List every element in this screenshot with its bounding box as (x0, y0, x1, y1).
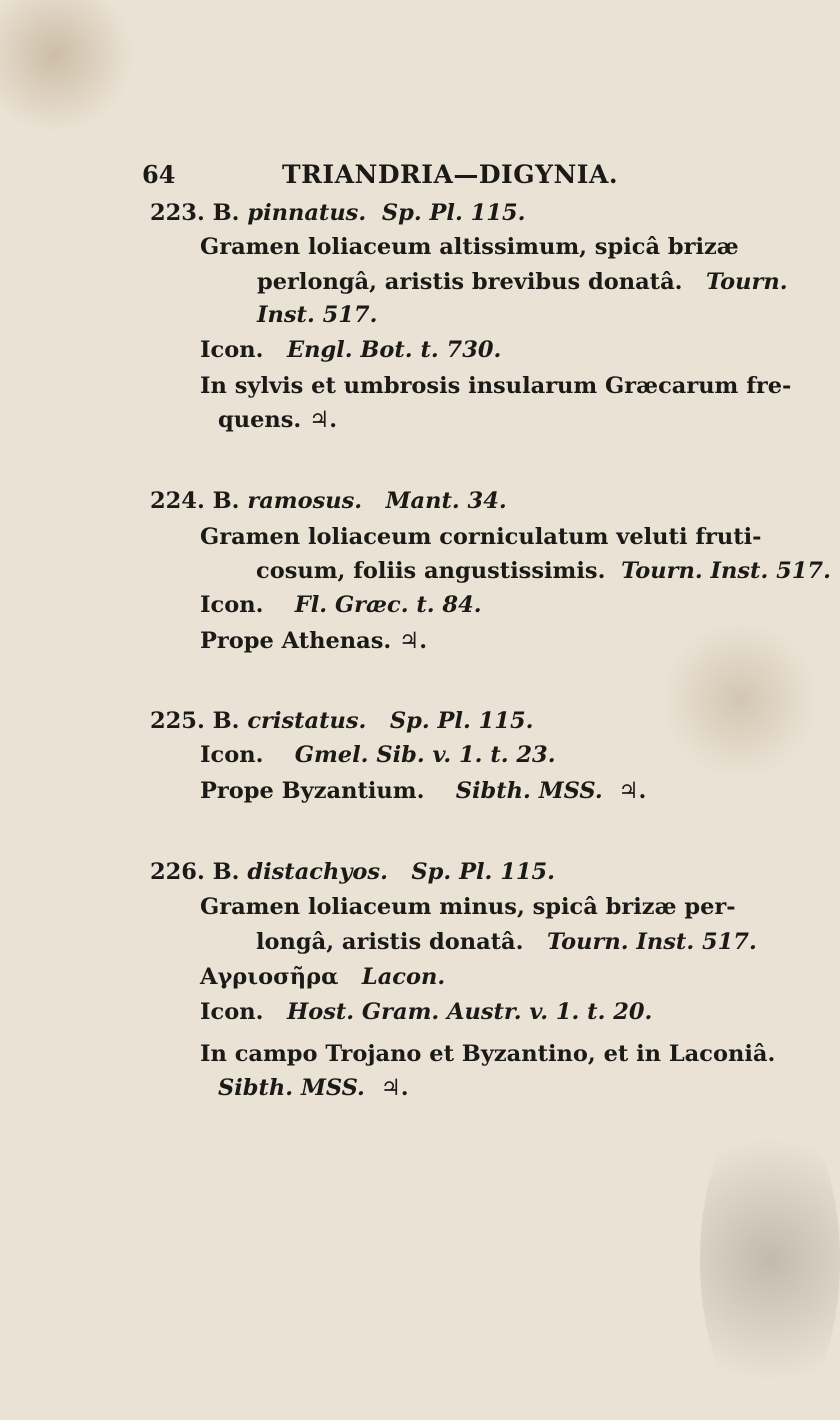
description-line: longâ, aristis donatâ. Tourn. Inst. 517. (256, 929, 757, 955)
entry-number: 225. (150, 708, 205, 734)
description-line: perlongâ, aristis brevibus donatâ. Tourn. (257, 269, 788, 295)
author-ref: Tourn. Inst. 517. (546, 929, 757, 955)
species-epithet: distachyos. (247, 859, 388, 885)
icon-label: Icon. (200, 337, 264, 363)
icon-line (200, 335, 501, 365)
foxing-stain (0, 0, 140, 130)
icon-reference: Host. Gram. Austr. v. 1. t. 20. (286, 999, 653, 1025)
greek-name: Αγριοσῆρα (200, 964, 339, 990)
habitat-line: quens. ♃. (218, 407, 338, 433)
genus-abbrev: B. (212, 859, 240, 885)
icon-line (200, 740, 556, 770)
reference: Mant. 34. (385, 488, 507, 514)
author-ref: Tourn. (705, 269, 788, 295)
icon-reference: Fl. Græc. t. 84. (294, 592, 482, 618)
author-ref: Sibth. MSS. (218, 1075, 365, 1101)
perennial-symbol: ♃. (380, 1075, 409, 1101)
greek-name-ref: Lacon. (361, 964, 446, 990)
entry-heading (150, 486, 507, 516)
greek-name-line (200, 962, 445, 992)
description-line: Inst. 517. (257, 302, 378, 328)
foxing-stain (700, 1100, 840, 1420)
author-ref: Sibth. MSS. (455, 778, 603, 804)
icon-line (200, 997, 652, 1027)
description-line: Gramen loliaceum corniculatum veluti fruti- (200, 524, 762, 550)
habitat-line: In sylvis et umbrosis insularum Græcarum fre- (200, 373, 792, 399)
habitat-line: Prope Byzantium. Sibth. MSS. ♃. (200, 778, 647, 804)
reference: Sp. Pl. 115. (411, 859, 556, 885)
description-line: Gramen loliaceum altissimum, spicâ brizæ (200, 234, 739, 260)
description-line: Gramen loliaceum minus, spicâ brizæ per- (200, 894, 736, 920)
entry-heading (150, 198, 525, 228)
species-epithet: cristatus. (247, 708, 367, 734)
entry-heading (150, 706, 533, 736)
habitat-line (218, 1073, 409, 1103)
habitat-line: Prope Athenas. ♃. (200, 628, 428, 654)
entry-heading (150, 857, 555, 887)
entry-number: 224. (150, 488, 205, 514)
icon-label: Icon. (200, 742, 264, 768)
entry-number: 223. (150, 200, 205, 226)
genus-abbrev: B. (212, 708, 240, 734)
genus-abbrev: B. (212, 200, 240, 226)
entry-number: 226. (150, 859, 205, 885)
habitat-line: In campo Trojano et Byzantino, et in Laconiâ. (200, 1041, 776, 1067)
species-epithet: pinnatus. (247, 200, 367, 226)
description-line: cosum, foliis angustissimis. Tourn. Inst. 517. (256, 558, 831, 584)
reference: Sp. Pl. 115. (381, 200, 526, 226)
page-number: 64 (142, 160, 176, 189)
foxing-stain (660, 620, 820, 780)
running-head: TRIANDRIA—DIGYNIA. (282, 160, 619, 189)
icon-reference: Engl. Bot. t. 730. (286, 337, 502, 363)
icon-label: Icon. (200, 592, 264, 618)
species-epithet: ramosus. (247, 488, 363, 514)
icon-reference: Gmel. Sib. v. 1. t. 23. (294, 742, 556, 768)
perennial-symbol: ♃. (618, 778, 647, 804)
author-ref: Tourn. Inst. 517. (621, 558, 831, 584)
page-header (142, 160, 702, 200)
icon-line (200, 590, 482, 620)
reference: Sp. Pl. 115. (389, 708, 534, 734)
icon-label: Icon. (200, 999, 264, 1025)
genus-abbrev: B. (212, 488, 240, 514)
